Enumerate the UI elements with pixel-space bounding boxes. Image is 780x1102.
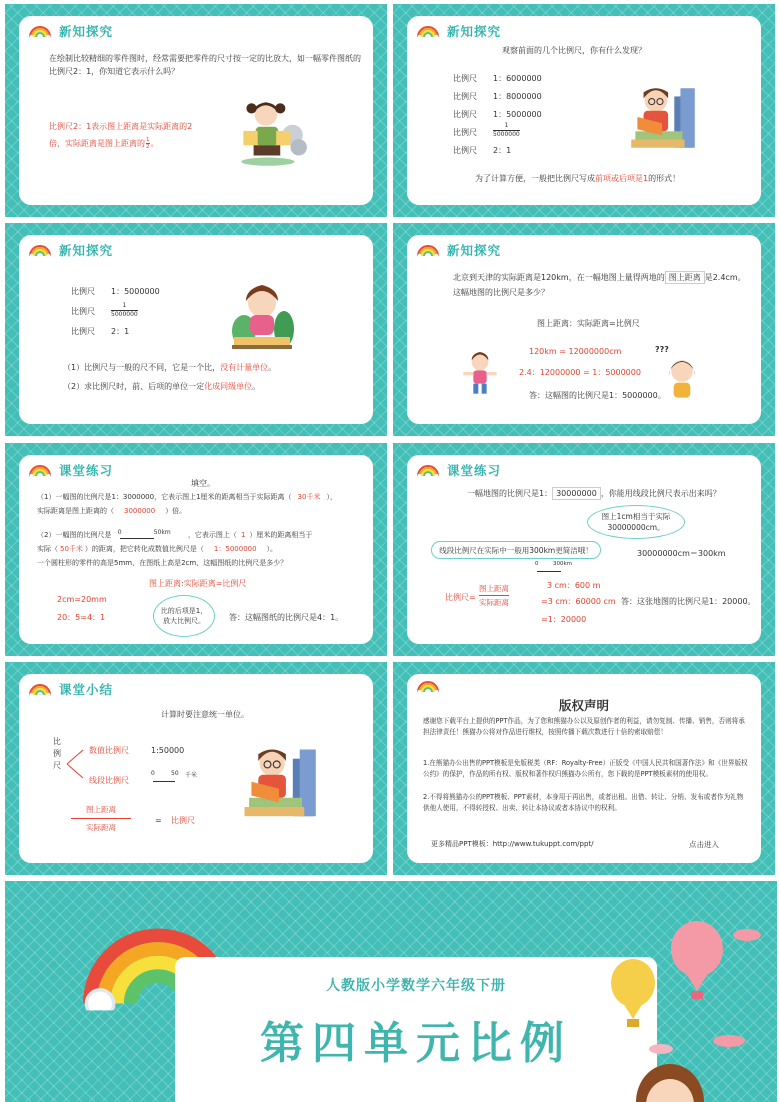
slide-card	[407, 16, 761, 205]
slide-heading	[29, 241, 113, 259]
rainbow-icon	[29, 683, 51, 696]
cover-subtitle: 人教版小学数学六年级下册	[326, 978, 506, 994]
copyright-title: 版权声明	[558, 698, 609, 713]
copyright-para-1: 感谢您下载平台上提供的PPT作品，为了您和熊猫办公以及原创作者的利益，请勿复制、传播、销售，否则将承担法律责任！熊猫办公将对作品进行维权，按照传播下载次数进行十倍的索取赔偿！	[423, 717, 745, 736]
rainbow-icon	[417, 680, 439, 693]
line-scale: 0 50km	[118, 529, 182, 541]
scale-value: 1：6000000	[493, 74, 542, 83]
equals-sign: =	[155, 816, 162, 825]
slide-title: 新知探究	[447, 24, 502, 39]
slide-heading	[29, 680, 113, 698]
scale-fraction: 1 5000000	[111, 302, 138, 318]
slide-heading	[417, 680, 439, 693]
bracket-lines	[65, 744, 85, 784]
item-numeric: 数值比例尺	[89, 746, 129, 755]
calc-line-1: 2cm=20mm	[57, 595, 107, 604]
slide-title: 课堂练习	[59, 463, 114, 478]
slide-card	[407, 674, 761, 863]
q2-line-1: （2）一幅图的比例尺是 0 50km ，它表示图上（ 1 ）厘米的距离相当于	[37, 529, 313, 539]
scale-value: 1：5000000	[111, 287, 160, 296]
slide-heading	[29, 22, 113, 40]
slide-title: 新知探究	[59, 243, 114, 258]
scale-value: 1：5000000	[493, 110, 542, 119]
slide-8[interactable]	[393, 662, 775, 875]
enter-link[interactable]: 点击进入	[689, 840, 719, 849]
slide-2[interactable]	[393, 4, 775, 217]
hint-bubble: 图上1cm相当于实际30000000cm。	[587, 505, 685, 539]
question-text: 观察前面的几个比例尺，你有什么发现？	[502, 46, 646, 55]
calc-line-3: =1：20000	[541, 615, 587, 624]
slide-card	[407, 235, 761, 424]
rainbow-icon	[417, 25, 439, 38]
answer-text: 答：这幅图纸的比例尺是4：1。	[229, 613, 344, 622]
ratio-label: 比例尺=	[445, 593, 476, 602]
slide-5[interactable]	[5, 443, 387, 656]
scale-label: 比例尺	[71, 307, 95, 316]
slide-heading	[417, 461, 501, 479]
item-numeric-value: 1:50000	[151, 746, 185, 755]
scale-fraction: 1 5000000	[493, 122, 520, 138]
cover-card	[175, 957, 657, 1102]
rainbow-icon	[417, 464, 439, 477]
girl-with-plants-illustration	[219, 275, 305, 355]
line-scale: 0 50 千米	[151, 770, 211, 788]
formula-text: 图上距离：实际距离=比例尺	[537, 319, 640, 328]
rainbow-icon	[29, 464, 51, 477]
cover-main-title: 第四单元比例	[260, 1018, 572, 1069]
slide-card	[19, 235, 373, 424]
summary-heading: 计算时要注意统一单位。	[161, 710, 249, 719]
hot-air-balloons-illustration	[601, 891, 771, 1061]
question-text: 一幅地图的比例尺是1： 30000000 ，你能用线段比例尺表示出来吗？	[467, 489, 721, 498]
slide-title: 新知探究	[447, 243, 502, 258]
slide-7[interactable]	[5, 662, 387, 875]
calc-line-2: 20：5=4：1	[57, 613, 106, 622]
answer-text: 答：这幅图的比例尺是1：5000000。	[529, 391, 666, 400]
scale-label: 比例尺	[453, 110, 477, 119]
scale-label: 比例尺	[71, 327, 95, 336]
slide-heading	[417, 22, 501, 40]
scale-value: 1：8000000	[493, 92, 542, 101]
copyright-para-2: 1.在熊猫办公出售的PPT模板是免版税类（RF：Royalty-Free）正版受《中国人民共和国著作法》和《世界版权公约》的保护，作品的所有权、版权和著作权归熊猫办公所有，您下载的是PPT模板素材的使用权。	[423, 759, 748, 778]
tip-bubble: 线段比例尺在实际中一般用300km更简洁哦！	[431, 541, 601, 559]
line-scale	[535, 561, 585, 577]
cover-slide[interactable]	[5, 881, 777, 1102]
scale-end: 300km	[553, 561, 573, 567]
intro-text: 在绘制比较精细的零件图时，经常需要把零件的尺寸按一定的比放大，如一幅零件图纸的比例尺2：1，你知道它表示什么吗？	[49, 54, 361, 76]
girl-accordion-illustration	[229, 94, 311, 176]
copyright-para-3: 2.不得将熊猫办公的PPT模板、PPT素材，本身用于再出售，或者出租、出借、转让、分销、发布或者作为礼物供他人使用，不得转授权、出卖、转让本协议或者本协议中的权利。	[423, 793, 744, 812]
rainbow-icon	[417, 244, 439, 257]
conclusion-text: 为了计算方便，一般把比例尺写成前项或后项是1的形式！	[475, 174, 681, 183]
slide-title: 课堂练习	[447, 463, 502, 478]
slide-card	[19, 455, 373, 644]
scale-label: 比例尺	[453, 92, 477, 101]
q1-line-1: （1）一幅图的比例尺是1：3000000，它表示图上1厘米的距离相当于实际距离（ 30千米 ），	[37, 493, 337, 501]
slide-3[interactable]	[5, 223, 387, 436]
item-line: 线段比例尺	[89, 776, 129, 785]
girl-head-illustration	[635, 1061, 705, 1102]
thinking-girl-illustration	[657, 351, 707, 401]
red-line-1: 比例尺2：1表示图上距离是实际距离的2	[49, 122, 193, 131]
slide-heading	[417, 241, 501, 259]
summary-fraction: 图上距离 实际距离	[71, 804, 131, 833]
slide-4[interactable]	[393, 223, 775, 436]
slide-title: 课堂小结	[59, 682, 114, 697]
scale-value: 2：1	[111, 327, 130, 336]
kid-illustration	[455, 347, 505, 397]
question-marks: ???	[655, 345, 669, 354]
boy-reading-illustration	[621, 78, 703, 160]
q1-line-2: 实际距离是图上距离的（ 3000000 ）倍。	[37, 507, 187, 515]
problem-line-1: 北京到天津的实际距离是120km，在一幅地图上量得两地的 图上距离 是2.4cm。	[453, 273, 746, 282]
answer-text: 答：这张地图的比例尺是1：20000。	[621, 597, 756, 606]
rainbow-icon	[29, 25, 51, 38]
note-2: （2）求比例尺时，前、后项的单位一定化成同级单位。	[63, 382, 261, 391]
slide-1[interactable]	[5, 4, 387, 217]
calc-line-1: 120km = 12000000cm	[529, 347, 622, 356]
ratio-fraction: 图上距离 实际距离	[479, 584, 509, 607]
vertical-label: 比例尺	[53, 737, 61, 770]
red-line-2: 倍，实际距离是图上距离的 $\frac{1}{2}$ 。	[49, 137, 159, 150]
scale-value: 2：1	[493, 146, 512, 155]
result-text: 比例尺	[171, 816, 195, 825]
scale-zero: 0	[535, 561, 539, 567]
slide-card	[19, 16, 373, 205]
scale-label: 比例尺	[453, 146, 477, 155]
problem-line-2: 这幅地图的比例尺是多少？	[453, 288, 549, 297]
calc-line-1: 3 cm：600 m	[547, 581, 601, 590]
q2-line-2: 实际（ 50千米 ）的距离，把它转化成数值比例尺是（ 1：5000000 ）。	[37, 545, 278, 553]
rainbow-icon	[29, 244, 51, 257]
conversion-text: 30000000cm＝300km	[637, 549, 726, 558]
scale-label: 比例尺	[71, 287, 95, 296]
boy-reading-illustration	[233, 738, 325, 830]
scale-label: 比例尺	[453, 128, 477, 137]
slide-title: 新知探究	[59, 24, 114, 39]
calc-line-2: 2.4：12000000 = 1：5000000	[519, 368, 641, 377]
more-templates-link[interactable]: 更多精品PPT模板：http://www.tukuppt.com/ppt/	[431, 840, 594, 848]
scale-label: 比例尺	[453, 74, 477, 83]
slide-card	[407, 455, 761, 644]
section-heading: 填空。	[191, 479, 215, 488]
note-1: （1）比例尺与一般的尺不同，它是一个比，没有计量单位。	[63, 363, 277, 372]
slide-heading	[29, 461, 113, 479]
formula-text: 图上距离:实际距离=比例尺	[149, 579, 247, 588]
hint-bubble: 比的后项是1，放大比例尺。	[153, 595, 215, 637]
q3-text: 一个圆柱形的零件的高是5mm，在图纸上高是2cm，这幅图纸的比例尺是多少？	[37, 559, 288, 567]
calc-line-2: =3 cm：60000 cm	[541, 597, 616, 606]
slide-6[interactable]	[393, 443, 775, 656]
slide-card	[19, 674, 373, 863]
red-fraction: $\frac{1}{2}$	[146, 137, 150, 150]
